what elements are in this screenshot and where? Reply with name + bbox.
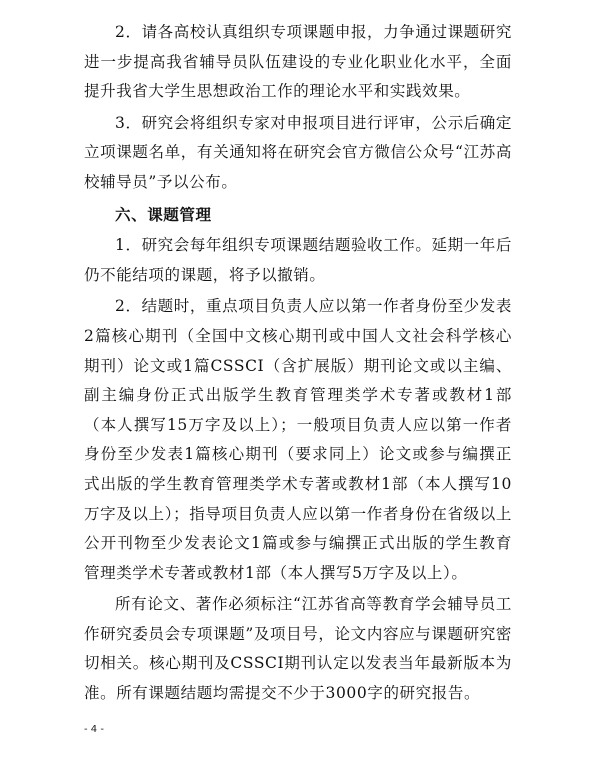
- paragraph-item-2: 2．请各高校认真组织专项课题申报，力争通过课题研究进一步提高我省辅导员队伍建设的专业化职业化水平，全面提升我省大学生思想政治工作的理论水平和实践效果。: [84, 23, 512, 101]
- paragraph-management-1: 1．研究会每年组织专项课题结题验收工作。延期一年后仍不能结项的课题，将予以撤销。: [84, 236, 512, 284]
- document-body: [84, 18, 512, 711]
- paragraph-item-3: 3．研究会将组织专家对申报项目进行评审，公示后确定立项课题名单，有关通知将在研究会官方微信公众号“江苏高校辅导员”予以公布。: [84, 113, 512, 191]
- paragraph-labeling-requirements: 所有论文、著作必须标注“江苏省高等教育学会辅导员工作研究委员会专项课题”及项目号，论文内容应与课题研究密切相关。核心期刊及CSSCI期刊认定以发表当年最新版本为准。所有课题结题均需提交不少于3000字的研究报告。: [84, 595, 512, 703]
- paragraph-management-2: 2．结题时，重点项目负责人应以第一作者身份至少发表2篇核心期刊（全国中文核心期刊或中国人文社会科学核心期刊）论文或1篇CSSCI（含扩展版）期刊论文或以主编、副主编身份正式出版学生教育管理类学术专著或教材1部（本人撰写15万字及以上）；一般项目负责人应以第一作者身份至少发表1篇核心期刊（要求同上）论文或参与编撰正式出版的学生教育管理类学术专著或教材1部（本人撰写10万字及以上）；指导项目负责人应以第一作者身份在省级以上公开刊物至少发表论文1篇或参与编撰正式出版的学生教育管理类学术专著或教材1部（本人撰写5万字及以上）。: [84, 297, 512, 582]
- section-heading: 六、课题管理: [115, 204, 212, 224]
- page-number: - 4 -: [84, 724, 104, 735]
